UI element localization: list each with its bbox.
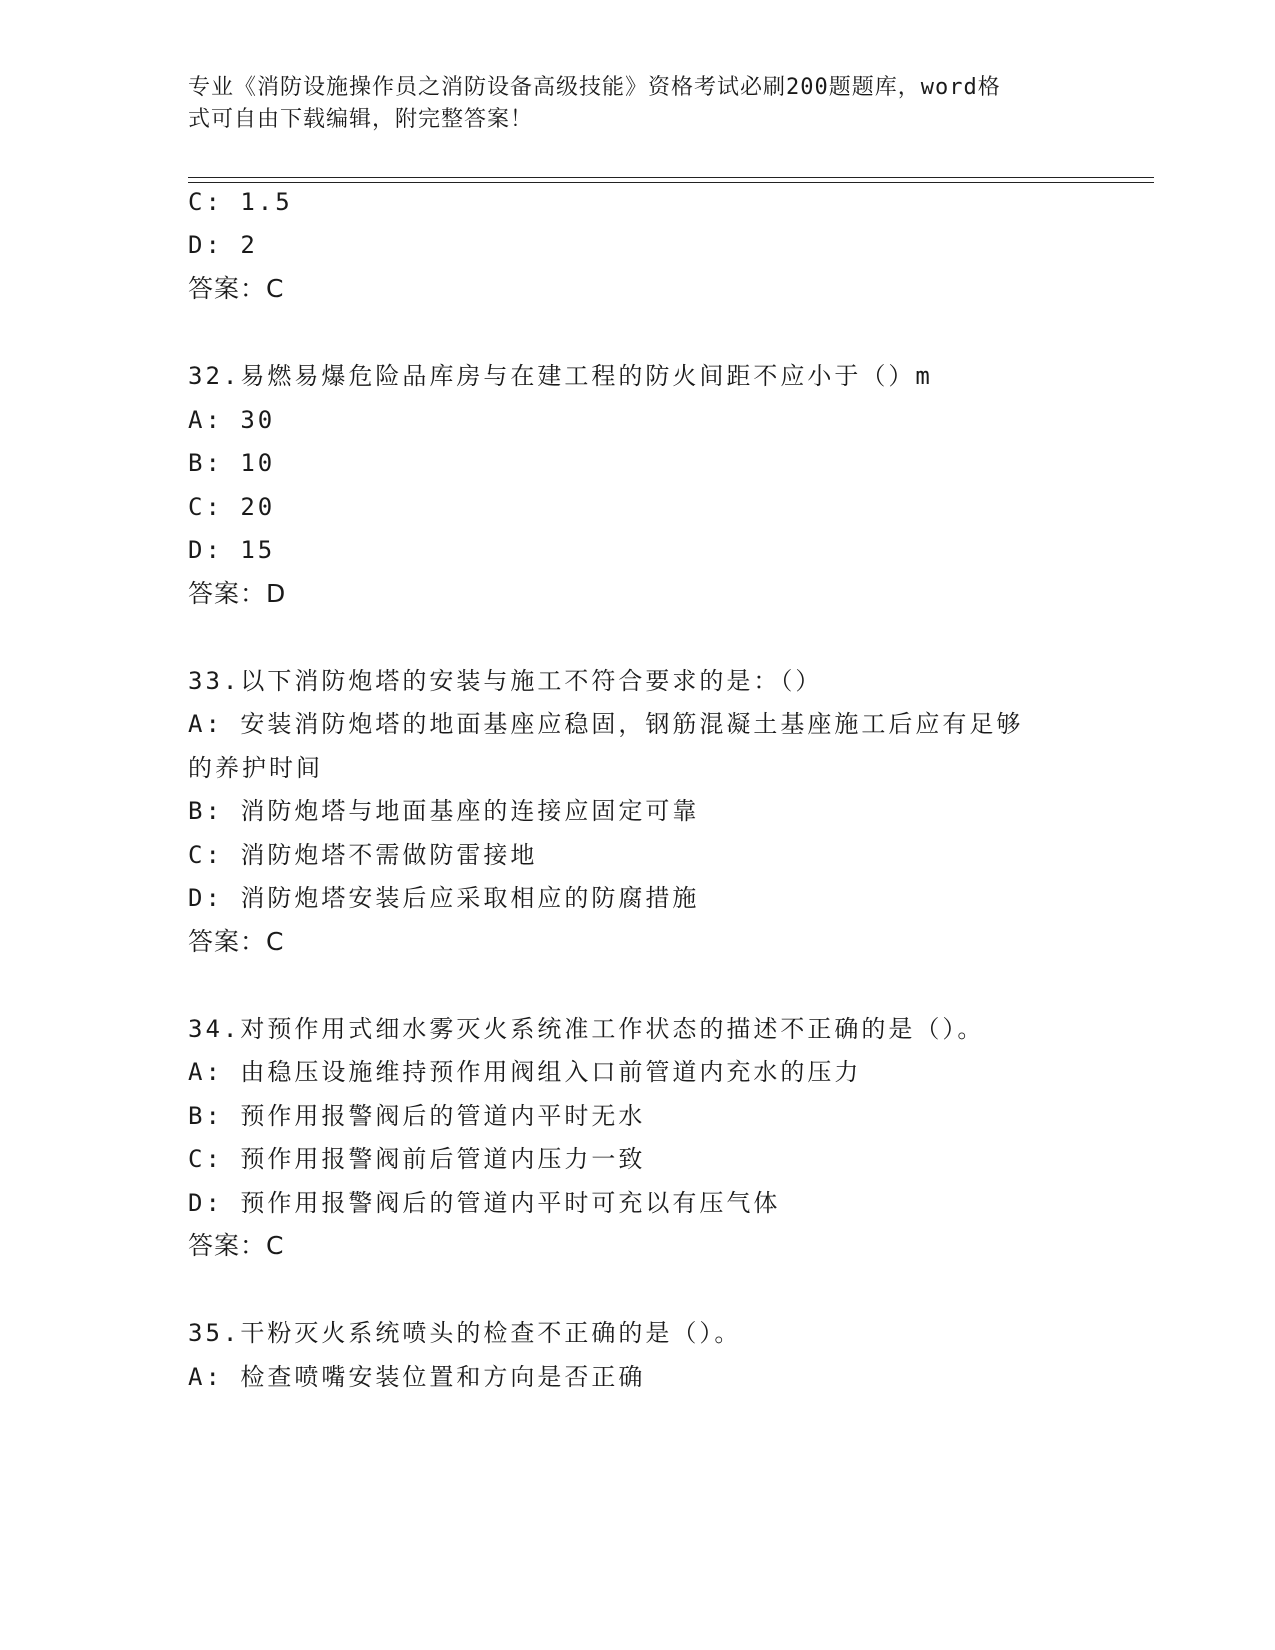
header-line-1: 专业《消防设施操作员之消防设备高级技能》资格考试必刷200题题库，word格 (188, 75, 1001, 100)
q35-option-a: A: 检查喷嘴安装位置和方向是否正确 (188, 1363, 646, 1391)
header-divider-bottom (188, 182, 1154, 183)
q33-option-d: D: 消防炮塔安装后应采取相应的防腐措施 (188, 884, 700, 912)
q32-option-b: B: 10 (188, 449, 276, 477)
q34-option-c: C: 预作用报警阀前后管道内压力一致 (188, 1145, 646, 1173)
q34-option-a: A: 由稳压设施维持预作用阀组入口前管道内充水的压力 (188, 1058, 862, 1086)
q35-stem: 35.干粉灭火系统喷头的检查不正确的是（）。 (188, 1319, 742, 1347)
q32-option-d: D: 15 (188, 536, 276, 564)
header-divider-top (188, 177, 1154, 178)
q33-option-c: C: 消防炮塔不需做防雷接地 (188, 841, 538, 869)
q31-option-c: C: 1.5 (188, 188, 293, 216)
q34-answer: 答案：C (188, 1231, 285, 1260)
q31-answer: 答案：C (188, 274, 285, 303)
header-line-2: 式可自由下载编辑，附完整答案！ (188, 107, 534, 132)
q31-option-d: D: 2 (188, 231, 258, 259)
q32-answer: 答案：D (188, 579, 287, 608)
q32-option-c: C: 20 (188, 493, 276, 521)
q33-option-a-line2: 的养护时间 (188, 754, 323, 782)
document-header (188, 72, 1068, 136)
q33-answer: 答案：C (188, 927, 285, 956)
q32-stem: 32.易燃易爆危险品库房与在建工程的防火间距不应小于（）m (188, 362, 933, 390)
q34-stem: 34.对预作用式细水雾灭火系统准工作状态的描述不正确的是（）。 (188, 1015, 985, 1043)
q33-stem: 33.以下消防炮塔的安装与施工不符合要求的是：（） (188, 667, 823, 695)
q33-option-a-line1: A: 安装消防炮塔的地面基座应稳固，钢筋混凝土基座施工后应有足够 (188, 710, 1024, 738)
q34-option-b: B: 预作用报警阀后的管道内平时无水 (188, 1102, 646, 1130)
q33-option-b: B: 消防炮塔与地面基座的连接应固定可靠 (188, 797, 700, 825)
q32-option-a: A: 30 (188, 406, 276, 434)
q34-option-d: D: 预作用报警阀后的管道内平时可充以有压气体 (188, 1189, 781, 1217)
